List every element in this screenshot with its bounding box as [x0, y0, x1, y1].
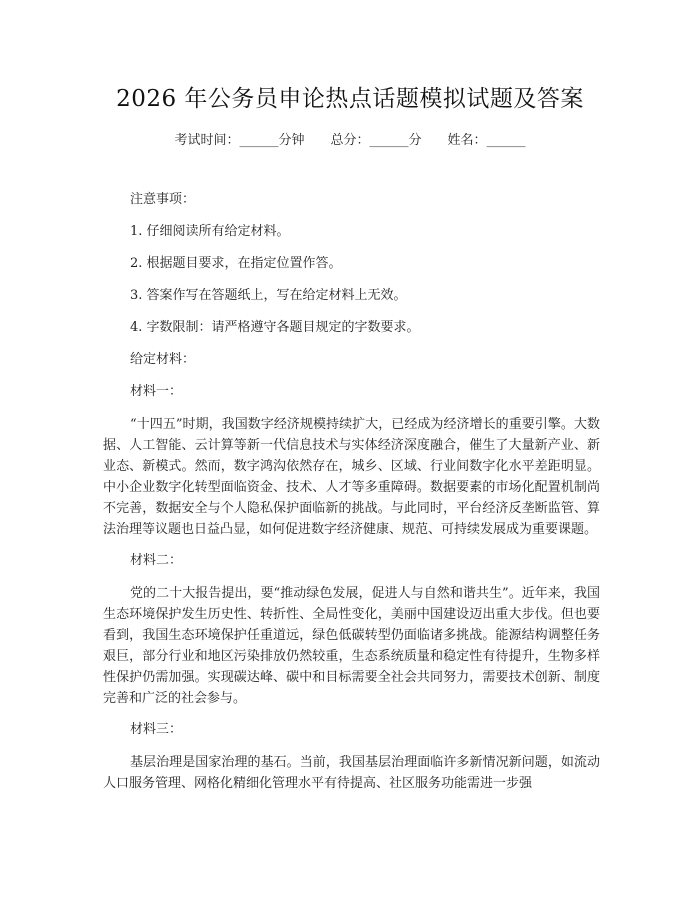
material-text: “十四五”时期，我国数字经济规模持续扩大，已经成为经济增长的重要引擎。大数据、人工智能、云计算等新一代信息技术与实体经济深度融合，催生了大量新产业、新业态、新模式。然而，数字鸿沟依然存在，城乡、区域、行业间数字化水平差距明显。中小企业数字化转型面临资金、技术、人才等多重障碍。数据要素的市场化配置机制尚不完善，数据安全与个人隐私保护面临新的挑战。与此同时，平台经济反垄断监管、算法治理等议题也日益凸显，如何促进数字经济健康、规范、可持续发展成为重要课题。: [103, 417, 600, 537]
notice-item: 1. 仔细阅读所有给定材料。: [130, 224, 290, 239]
document-title: 2026 年公务员申论热点话题模拟试题及答案: [116, 86, 584, 112]
exam-info-row: [0, 131, 700, 151]
notice-heading: 注意事项：: [130, 192, 196, 207]
material-text: 基层治理是国家治理的基石。当前，我国基层治理面临许多新情况新问题，如流动人口服务管理、网格化精细化管理水平有待提高、社区服务功能需进一步强: [103, 755, 600, 791]
name-field: 姓名：______: [447, 133, 526, 148]
material-text: 党的二十大报告提出，要“推动绿色发展，促进人与自然和谐共生”。近年来，我国生态环境保护发生历史性、转折性、全局性变化，美丽中国建设迈出重大步伐。但也要看到，我国生态环境保护任重道远，绿色低碳转型仍面临诸多挑战。能源结构调整任务艰巨，部分行业和地区污染排放仍然较重，生态系统质量和稳定性有待提升，生物多样性保护仍需加强。实现碳达峰、碳中和目标需要全社会共同努力，需要技术创新、制度完善和广泛的社会参与。: [103, 586, 600, 706]
notice-item: 2. 根据题目要求，在指定位置作答。: [130, 256, 342, 271]
notice-item: 4. 字数限制：请严格遵守各题目规定的字数要求。: [130, 320, 420, 335]
material-label: 材料二：: [130, 553, 183, 568]
material-label: 材料一：: [130, 384, 183, 399]
materials-heading: 给定材料：: [130, 352, 196, 367]
notice-item: 3. 答案作写在答题纸上，写在给定材料上无效。: [130, 288, 407, 303]
material-label: 材料三：: [130, 722, 183, 737]
exam-time-field: 考试时间：______分钟: [174, 133, 305, 148]
total-score-field: 总分：______分: [330, 133, 422, 148]
document-body: [103, 190, 600, 794]
